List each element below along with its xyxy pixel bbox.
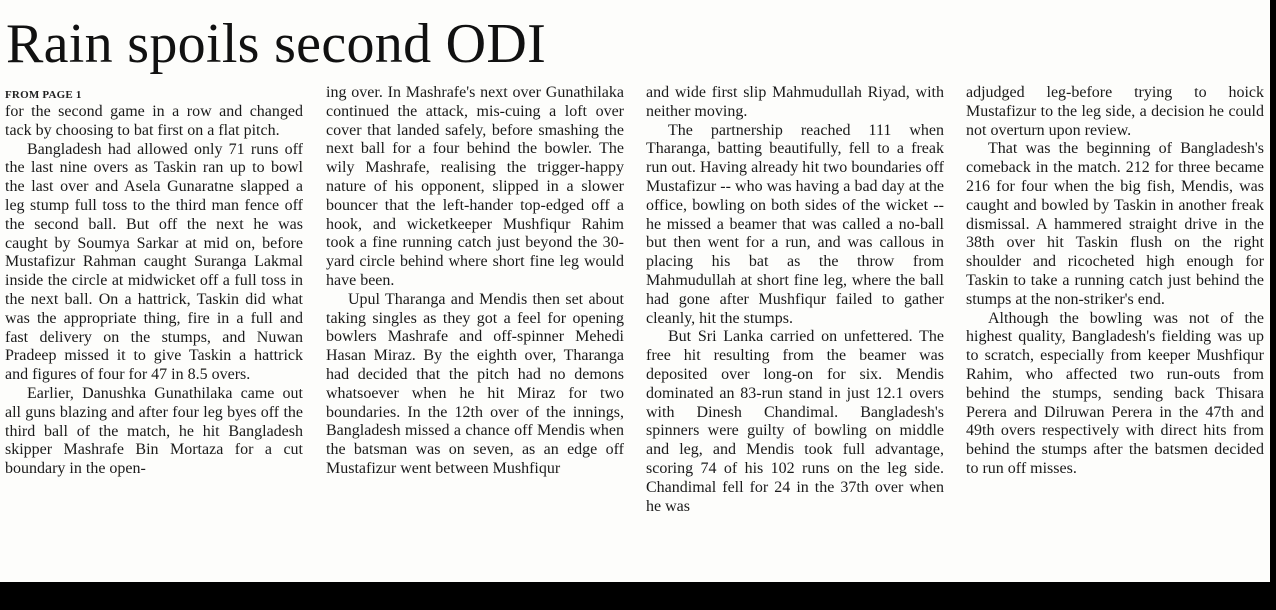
article-column-2 [326,84,624,580]
headline: Rain spoils second ODI [6,13,547,75]
article-column-4 [966,84,1264,580]
paragraph: That was the beginning of Bangladesh's comeback in the match. 212 for three became 216 for four when the big fish, Mendis, was caught and bowled by Taskin in another freak dismissal. A hammered straight drive in the 38th over hit Taskin flush on the right shoulder and ricocheted high enough for Taskin to take a running catch just behind the stumps at the non-striker's end. [966,140,1264,308]
continued-from-label: FROM PAGE 1 [5,89,82,101]
article-column-3 [646,84,944,580]
article-column-1 [5,88,303,582]
paragraph: Earlier, Danushka Gunathilaka came out all guns blazing and after four leg byes off the third ball of the match, he hit Bangladesh skipper Mashrafe Bin Mortaza for a cut boundary in the open- [5,384,303,478]
paragraph: Upul Tharanga and Mendis then set about taking singles as they got a feel for opening bowlers Mashrafe and off-spinner Mehedi Hasan Miraz. By the eighth over, Tharanga had decided that the pitch had no demons whatsoever when he hit Miraz for two boundaries. In the 12th over of the innings, Bangladesh missed a chance off Mendis when the batsman was on seven, as an edge off Mustafizur went between Mushfiqur [326,290,624,477]
paragraph: for the second game in a row and changed tack by choosing to bat first on a flat pitch. [5,103,303,139]
bottom-black-band [0,582,1276,610]
page-edge-shadow [1270,0,1276,582]
paragraph: ing over. In Mashrafe's next over Gunathilaka continued the attack, mis-cuing a loft over cover that landed safely, before smashing the next ball for a four behind the bowler. The wily Mashrafe, realising the trigger-happy nature of his opponent, slipped in a slower bouncer that the left-hander top-edged off a hook, and wicketkeeper Mushfiqur Rahim took a fine running catch just beyond the 30-yard circle behind where short fine leg would have been. [326,84,624,289]
paragraph: and wide first slip Mahmudullah Riyad, with neither moving. [646,84,944,120]
paragraph: adjudged leg-before trying to hoick Mustafizur to the leg side, a decision he could not overturn upon review. [966,84,1264,139]
paragraph: Although the bowling was not of the highest quality, Bangladesh's fielding was up to scratch, especially from keeper Mushfiqur Rahim, who affected two run-outs from behind the stumps, sending back Thisara Perera and Dilruwan Perera in the 47th and 49th overs respectively with direct hits from behind the stumps after the batsmen decided to run off misses. [966,309,1264,477]
paragraph: The partnership reached 111 when Tharanga, batting beautifully, fell to a freak run out. Having already hit two boundaries off Mustafizur -- who was having a bad day at the office, bowling on both sides of the wicket -- he missed a beamer that was called a no-ball but then went for a run, and was callous in placing his bat as the throw from Mahmudullah at short fine leg, where the ball had gone after Mushfiqur failed to gather cleanly, hit the stumps. [646,121,944,327]
paragraph: But Sri Lanka carried on unfettered. The free hit resulting from the beamer was deposited over long-on for six. Mendis dominated an 83-run stand in just 12.1 overs with Dinesh Chandimal. Bangladesh's spinners were guilty of bowling on middle and leg, and Mendis took full advantage, scoring 74 of his 102 runs on the leg side. Chandimal fell for 24 in the 37th over when he was [646,328,944,515]
paragraph: Bangladesh had allowed only 71 runs off the last nine overs as Taskin ran up to bowl the last over and Asela Gunaratne slapped a leg stump full toss to the third man fence off the second ball. But off the next he was caught by Soumya Sarkar at mid on, before Mustafizur Rahman caught Suranga Lakmal inside the circle at midwicket off a full toss in the next ball. On a hattrick, Taskin did what was the appropriate thing, fire in a full and fast delivery on the stumps, and Nuwan Pradeep missed it to give Taskin a hattrick and figures of four for 47 in 8.5 overs. [5,140,303,384]
